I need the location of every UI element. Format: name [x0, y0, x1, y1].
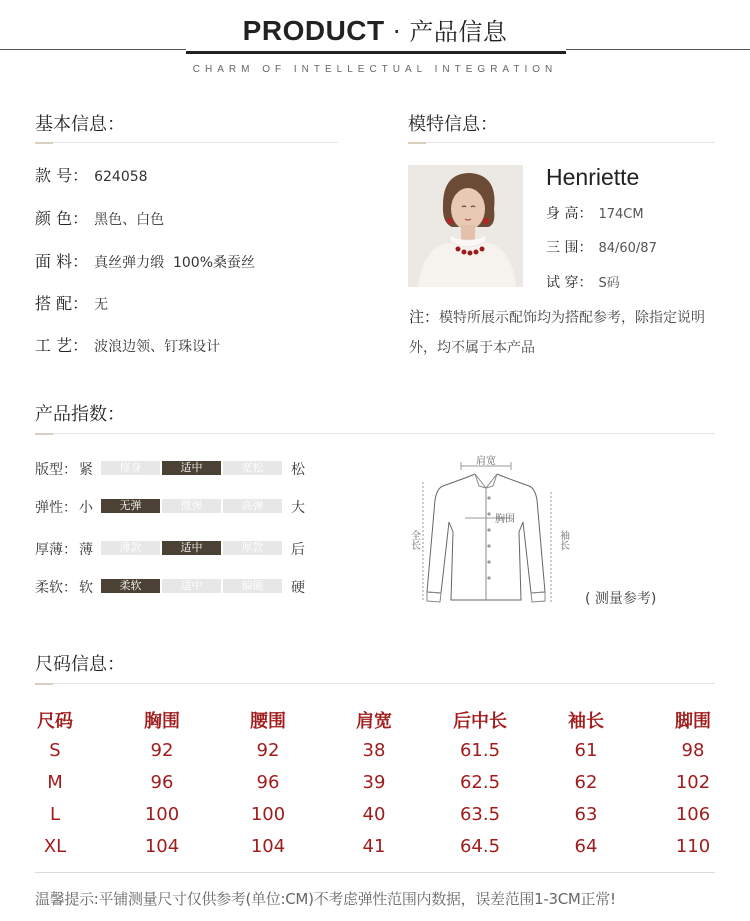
page-title [0, 12, 750, 47]
title-dot: · [392, 18, 402, 46]
size-cell: 96 [150, 772, 174, 793]
index-bar-thickness [101, 541, 282, 555]
index-high-elasticity: 大 [291, 500, 305, 516]
size-cell: 62.5 [459, 772, 501, 793]
index-bar-fit [101, 461, 282, 475]
basic-info-title: 基本信息： [35, 114, 125, 135]
size-cell: 63.5 [459, 804, 501, 825]
info-value: 黑色、白色 [94, 212, 165, 228]
size-cell: 100 [250, 804, 286, 825]
size-header: 脚围 [675, 711, 711, 732]
header-line-left [0, 49, 186, 50]
size-cell: 104 [144, 836, 180, 857]
model-value: 84/60/87 [598, 241, 657, 256]
info-key: 搭 配： [35, 294, 89, 313]
product-index-title: 产品指数： [35, 404, 125, 425]
size-header: 腰围 [250, 711, 286, 732]
size-cell: L [49, 804, 61, 825]
model-value: S码 [598, 276, 620, 291]
index-high-fit: 松 [291, 462, 305, 478]
index-label-fit: 版型： [35, 462, 77, 478]
index-segment: 高弹 [223, 499, 282, 513]
size-cell: 92 [150, 740, 174, 761]
model-key: 身 高： [546, 206, 593, 222]
info-row-fabric [35, 249, 255, 272]
index-bar-elasticity [101, 499, 282, 513]
size-cell: 64.5 [459, 836, 501, 857]
index-low-softness: 软 [79, 580, 93, 596]
size-cell: 41 [362, 836, 386, 857]
model-info-title: 模特信息： [408, 114, 498, 135]
size-header: 尺码 [37, 711, 73, 732]
model-row-fitting [546, 272, 620, 292]
size-header: 后中长 [453, 711, 507, 732]
model-photo-illustration [408, 165, 523, 287]
size-cell: 61 [574, 740, 598, 761]
diagram-label-shoulder: 肩宽 [476, 456, 496, 467]
diagram-label-sleeve: 袖长 [557, 530, 569, 550]
index-bar-softness [101, 579, 282, 593]
model-row-height [546, 203, 644, 223]
basic-info-divider [35, 142, 338, 143]
model-name: Henriette [546, 164, 640, 190]
info-value: 无 [94, 297, 109, 313]
model-photo [408, 165, 523, 287]
title-cn: 产品信息 [409, 18, 508, 46]
size-cell: 40 [362, 804, 386, 825]
info-value: 624058 [94, 169, 148, 185]
index-segment: 微弹 [162, 499, 221, 513]
measure-note: ( 测量参考) [585, 591, 657, 607]
index-label-elasticity: 弹性： [35, 500, 77, 516]
index-low-thickness: 薄 [79, 542, 93, 558]
index-high-softness: 硬 [291, 580, 305, 596]
index-segment: 适中 [162, 579, 221, 593]
title-en: PRODUCT [242, 15, 385, 46]
header-line-right [566, 49, 750, 50]
index-segment-selected: 适中 [162, 461, 221, 475]
index-segment-selected: 适中 [162, 541, 221, 555]
diagram-label-length: 全长 [408, 530, 420, 550]
model-row-measurements [546, 237, 657, 257]
size-header: 袖长 [568, 711, 604, 732]
info-key: 颜 色： [35, 209, 89, 228]
size-cell: 104 [250, 836, 286, 857]
index-segment: 偏硬 [223, 579, 282, 593]
size-tip: 温馨提示:平铺测量尺寸仅供参考(单位:CM)不考虑弹性范围内数据，误差范围1-3CM正常! [35, 890, 616, 908]
index-low-fit: 紧 [79, 462, 93, 478]
info-row-style-no [35, 163, 148, 186]
size-cell: 92 [256, 740, 280, 761]
product-index-divider [35, 433, 715, 434]
info-value: 波浪边领、钉珠设计 [94, 339, 221, 355]
size-cell: 106 [675, 804, 711, 825]
note-key: 注： [409, 308, 440, 326]
info-row-matching [35, 291, 108, 314]
index-label-softness: 柔软： [35, 580, 77, 596]
size-header: 肩宽 [356, 711, 392, 732]
model-note [409, 302, 719, 363]
index-low-elasticity: 小 [79, 500, 93, 516]
model-key: 三 围： [546, 240, 593, 256]
size-cell: 102 [675, 772, 711, 793]
shirt-measurement-diagram [405, 452, 570, 610]
index-segment: 修身 [101, 461, 160, 475]
index-segment: 厚款 [223, 541, 282, 555]
size-cell: 63 [574, 804, 598, 825]
index-segment: 宽松 [223, 461, 282, 475]
size-cell: 100 [144, 804, 180, 825]
page-subtitle: CHARM OF INTELLECTUAL INTEGRATION [192, 64, 558, 75]
info-key: 款 号： [35, 166, 89, 185]
size-info-title: 尺码信息： [35, 654, 125, 675]
note-text: 模特所展示配饰均为搭配参考，除指定说明外，均不属于本产品 [409, 310, 706, 356]
index-segment-selected: 无弹 [101, 499, 160, 513]
size-cell: XL [43, 836, 67, 857]
size-cell: 96 [256, 772, 280, 793]
index-segment-selected: 柔软 [101, 579, 160, 593]
size-cell: 64 [574, 836, 598, 857]
size-cell: 39 [362, 772, 386, 793]
size-cell: 61.5 [459, 740, 501, 761]
info-key: 面 料： [35, 252, 89, 271]
size-info-divider [35, 683, 715, 684]
diagram-label-chest: 胸围 [495, 514, 515, 525]
size-cell: S [49, 740, 61, 761]
size-cell: 38 [362, 740, 386, 761]
info-value: 真丝弹力缎 100%桑蚕丝 [94, 255, 256, 271]
index-high-thickness: 后 [291, 542, 305, 558]
size-header: 胸围 [144, 711, 180, 732]
info-row-craft [35, 333, 220, 356]
size-cell: 98 [681, 740, 705, 761]
index-segment: 薄款 [101, 541, 160, 555]
size-cell: 62 [574, 772, 598, 793]
info-row-color [35, 206, 164, 229]
size-cell: M [47, 772, 63, 793]
index-label-thickness: 厚薄： [35, 542, 77, 558]
size-cell: 110 [675, 836, 711, 857]
model-info-divider [408, 142, 715, 143]
model-key: 试 穿： [546, 275, 593, 291]
model-value: 174CM [598, 207, 644, 222]
size-table-divider [35, 872, 715, 873]
info-key: 工 艺： [35, 336, 89, 355]
